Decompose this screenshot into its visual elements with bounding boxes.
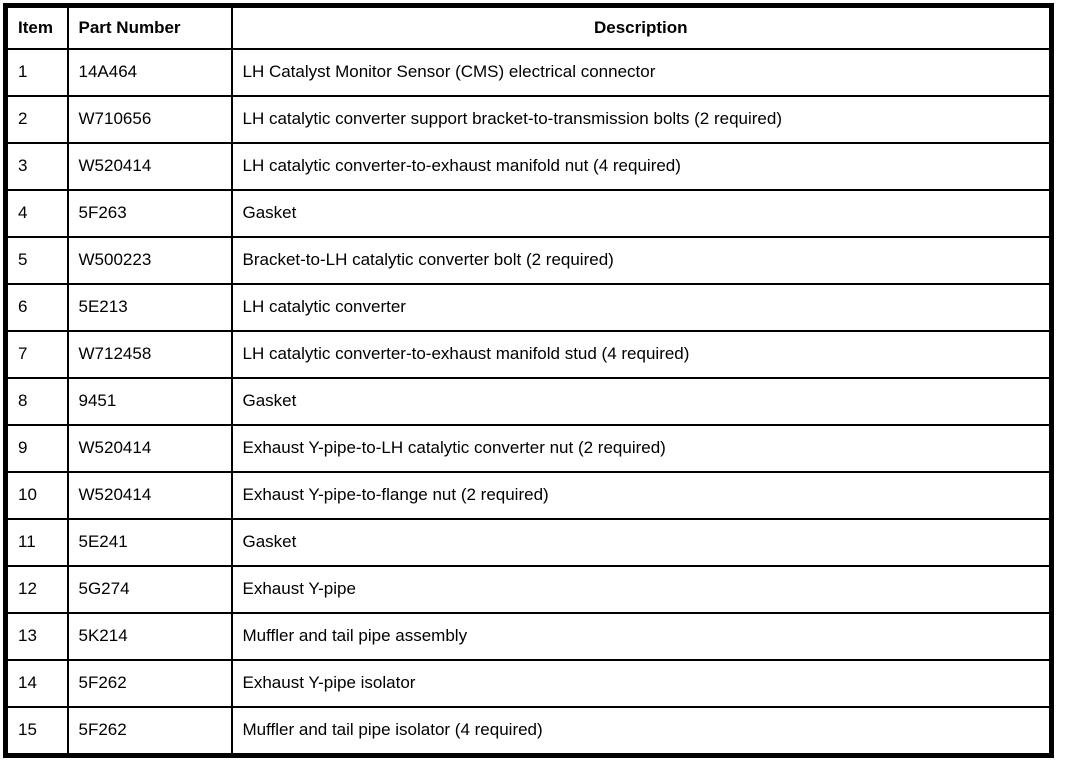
table-row <box>6 660 1052 707</box>
table-row <box>6 425 1052 472</box>
table-row <box>6 707 1052 756</box>
cell-part-number: W710656 <box>68 96 232 143</box>
cell-part-number: W500223 <box>68 237 232 284</box>
cell-part-number: 5E213 <box>68 284 232 331</box>
cell-item: 3 <box>6 143 68 190</box>
cell-description: Gasket <box>232 190 1052 237</box>
table-row <box>6 472 1052 519</box>
cell-description: LH catalytic converter-to-exhaust manifold nut (4 required) <box>232 143 1052 190</box>
cell-description: LH catalytic converter-to-exhaust manifold stud (4 required) <box>232 331 1052 378</box>
table-row <box>6 613 1052 660</box>
cell-item: 9 <box>6 425 68 472</box>
cell-item: 4 <box>6 190 68 237</box>
cell-part-number: W520414 <box>68 425 232 472</box>
cell-item: 13 <box>6 613 68 660</box>
cell-description: Exhaust Y-pipe-to-LH catalytic converter nut (2 required) <box>232 425 1052 472</box>
cell-part-number: 5G274 <box>68 566 232 613</box>
cell-item: 15 <box>6 707 68 756</box>
cell-part-number: 5F262 <box>68 660 232 707</box>
table-row <box>6 519 1052 566</box>
table-row <box>6 96 1052 143</box>
cell-description: Exhaust Y-pipe isolator <box>232 660 1052 707</box>
cell-part-number: 5F263 <box>68 190 232 237</box>
cell-part-number: 9451 <box>68 378 232 425</box>
cell-description: Exhaust Y-pipe-to-flange nut (2 required) <box>232 472 1052 519</box>
cell-item: 1 <box>6 49 68 96</box>
table-row <box>6 49 1052 96</box>
parts-table <box>3 3 1054 758</box>
table-row <box>6 566 1052 613</box>
table-row <box>6 190 1052 237</box>
table-row <box>6 331 1052 378</box>
cell-part-number: W520414 <box>68 143 232 190</box>
cell-part-number: 5K214 <box>68 613 232 660</box>
cell-part-number: 14A464 <box>68 49 232 96</box>
table-row <box>6 378 1052 425</box>
cell-description: Muffler and tail pipe assembly <box>232 613 1052 660</box>
column-header-description: Description <box>232 6 1052 50</box>
cell-item: 5 <box>6 237 68 284</box>
cell-item: 7 <box>6 331 68 378</box>
header-row <box>6 6 1052 50</box>
table-row <box>6 284 1052 331</box>
cell-description: Gasket <box>232 519 1052 566</box>
cell-part-number: W520414 <box>68 472 232 519</box>
table-row <box>6 237 1052 284</box>
cell-description: LH catalytic converter support bracket-to-transmission bolts (2 required) <box>232 96 1052 143</box>
cell-part-number: W712458 <box>68 331 232 378</box>
table-row <box>6 143 1052 190</box>
cell-description: Gasket <box>232 378 1052 425</box>
cell-description: Muffler and tail pipe isolator (4 required) <box>232 707 1052 756</box>
cell-part-number: 5E241 <box>68 519 232 566</box>
table-body <box>6 49 1052 756</box>
cell-item: 2 <box>6 96 68 143</box>
cell-item: 12 <box>6 566 68 613</box>
cell-part-number: 5F262 <box>68 707 232 756</box>
column-header-item: Item <box>6 6 68 50</box>
cell-description: LH Catalyst Monitor Sensor (CMS) electrical connector <box>232 49 1052 96</box>
cell-item: 14 <box>6 660 68 707</box>
cell-description: Bracket-to-LH catalytic converter bolt (2 required) <box>232 237 1052 284</box>
cell-description: Exhaust Y-pipe <box>232 566 1052 613</box>
cell-item: 6 <box>6 284 68 331</box>
cell-item: 11 <box>6 519 68 566</box>
cell-description: LH catalytic converter <box>232 284 1052 331</box>
cell-item: 8 <box>6 378 68 425</box>
column-header-part-number: Part Number <box>68 6 232 50</box>
cell-item: 10 <box>6 472 68 519</box>
